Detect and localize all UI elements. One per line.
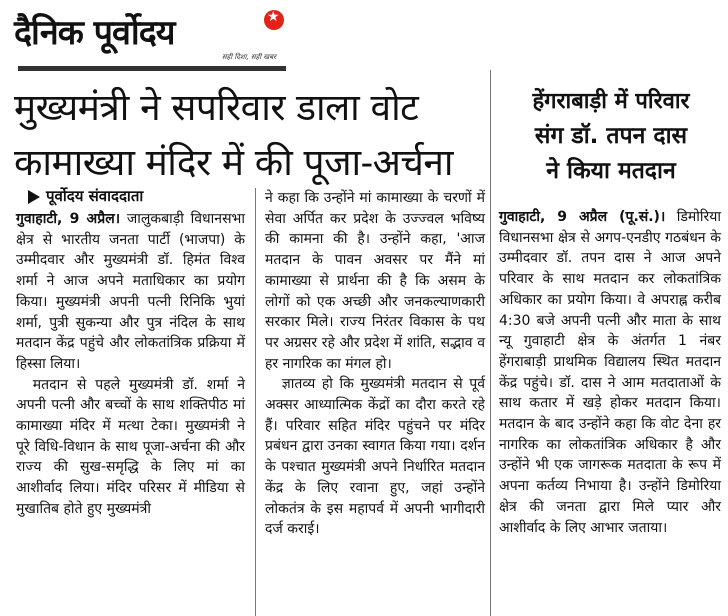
main-story-paragraph-1-text: जालुकबाड़ी विधानसभा क्षेत्र से भारतीय जनता पार्टी (भाजपा) के उम्मीदवार और मुख्यमंत्री डॉ. हिमंत विश्व शर्मा ने आज अपने मताधिकार का प्रयोग किया। मुख्यमंत्री अपनी पत्नी रिनिकि भुयां शर्मा, पुत्री सुकन्या और पुत्र नंदिल के साथ मतदान केंद्र पहुंचे और लोकतांत्रिक प्रक्रिया में हिस्सा लिया। [16,211,245,372]
main-story-dateline: गुवाहाटी, 9 अप्रैल। [16,211,121,227]
masthead-rule [18,66,286,71]
byline: पूर्वोदय संवाददाता [46,187,144,205]
main-story-paragraph-3: ने कहा कि उन्होंने मां कामाख्या के चरणों में सेवा अर्पित कर प्रदेश के उज्ज्वल भविष्य की कामना की है। उन्होंने कहा, 'आज मतदान के पावन अवसर पर मैंने मां कामाख्या से प्रार्थना की है कि असम के लोगों को एक अच्छी और जनकल्याणकारी सरकार मिले। राज्य निरंतर विकास के पथ पर अग्रसर रहे और प्रदेश में शांति, सद्भाव व हर नागरिक का मंगल हो। [265,190,485,372]
side-headline-line2: संग डॉ. तपन दास [534,123,688,149]
masthead-tagline: सही दिशा, सही खबर [221,53,276,61]
main-story-column-2 [265,188,485,540]
main-story-paragraph-4: ज्ञातव्य हो कि मुख्यमंत्री मतदान से पूर्व अक्सर आध्यात्मिक केंद्रों का दौरा करते रहे हैं। परिवार सहित मंदिर पहुंचने पर मंदिर प्रबंधन द्वारा उनका स्वागत किया गया। दर्शन के पश्चात मुख्यमंत्री अपने निर्धारित मतदान केंद्र के लिए रवाना हुए, जहां उन्होंने लोकतंत्र के इस महापर्व में अपनी भागीदारी दर्ज कराई। [265,376,485,538]
side-headline-line1: हेंगराबाड़ी में परिवार [532,89,690,114]
column-divider-side [490,70,491,616]
side-headline-line3: ने किया मतदान [546,158,676,184]
masthead [8,6,288,66]
masthead-star-icon [264,10,284,30]
side-story-text: डिमोरिया विधानसभा क्षेत्र से अगप-एनडीए गठबंधन के उम्मीदवार डॉ. तपन दास ने आज अपने परिवार के साथ मतदान कर लोकतांत्रिक अधिकार का प्रयोग किया। वे अपराह्न करीब 4:30 बजे अपनी पत्नी और माता के साथ न्यू गुवाहाटी क्षेत्र के अंतर्गत 1 नंबर हेंगराबाड़ी प्राथमिक विद्यालय स्थित मतदान केंद्र पहुंचे। डॉ. दास ने आम मतदाताओं के साथ कतार में खड़े होकर मतदान किया। मतदान के बाद उन्होंने कहा कि वोट देना हर नागरिक का लोकतांत्रिक अधिकार है और उन्होंने भी एक जागरूक मतदाता के रूप में अपना कर्तव्य निभाया है। उन्होंने डिमोरिया क्षेत्र की जनता द्वारा मिले प्यार और आशीर्वाद के लिए आभार जताया। [499,209,721,536]
main-story-paragraph-1 [16,209,245,375]
side-story-paragraph [499,207,721,538]
masthead-title: दैनिक पूर्वोदय [14,13,175,53]
side-story-dateline: गुवाहाटी, 9 अप्रैल (पू.सं.)। [499,209,666,225]
main-headline-line2: कामाख्या मंदिर में की पूजा-अर्चना [14,141,453,184]
main-headline-line1: मुख्यमंत्री ने सपरिवार डाला वोट [14,86,419,129]
main-story-paragraph-2: मतदान से पहले मुख्यमंत्री डॉ. शर्मा ने अपनी पत्नी और बच्चों के साथ शक्तिपीठ मां कामाख्या मंदिर में मत्था टेका। मुख्यमंत्री ने पूरे विधि-विधान के साथ पूजा-अर्चना की और राज्य की सुख-समृद्धि के लिए मां का आशीर्वाद लिया। मंदिर परिसर में मीडिया से मुखातिब होते हुए मुख्यमंत्री [16,376,245,517]
side-story-column [499,207,721,538]
byline-arrow-icon [28,190,40,204]
main-story-column-1 [16,209,245,520]
column-divider-main [255,188,256,616]
